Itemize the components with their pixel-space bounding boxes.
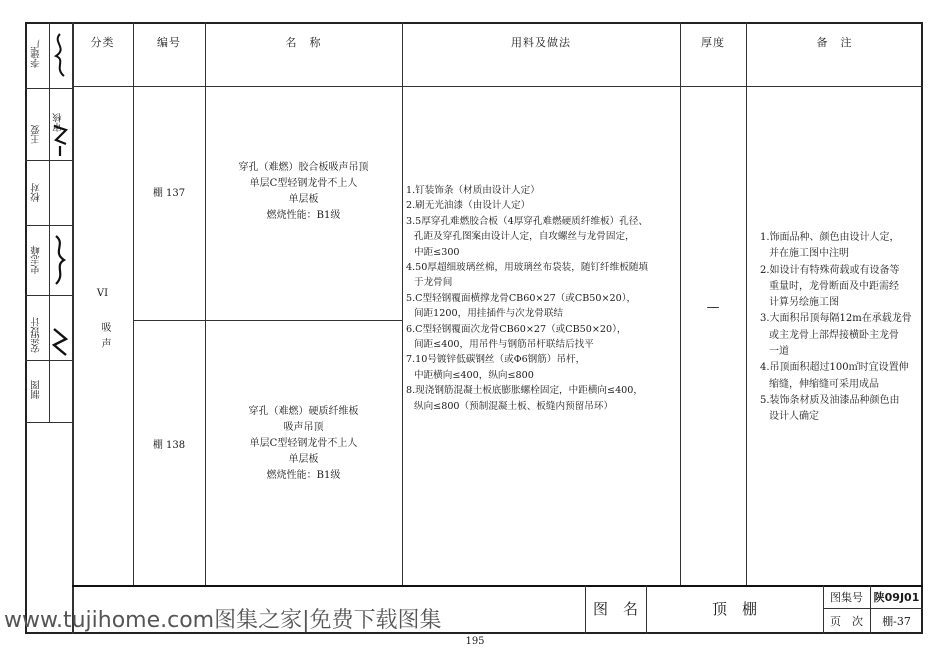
page-code: 棚-37: [882, 615, 911, 628]
page-number: 195: [465, 636, 485, 647]
side-label-drafting: 制图: [31, 380, 42, 400]
method-line: 中距≤300: [414, 246, 460, 258]
signature-1: [50, 30, 70, 80]
side-divider: [25, 88, 72, 89]
side-divider: [25, 360, 72, 361]
header-name: 名 称: [285, 36, 322, 49]
method-line: 2.刷无光油漆（由设计人定）: [406, 200, 531, 212]
col-line: [402, 22, 403, 585]
method-line: 孔距及穿孔图案由设计人定，自攻螺丝与龙骨固定，: [414, 231, 635, 243]
notes-line: 1.饰面品种、颜色由设计人定，: [760, 232, 900, 243]
side-divider: [25, 422, 72, 423]
side-label-design: 设计: [31, 317, 42, 337]
name-line: 单层板: [288, 194, 319, 205]
side-label-reviewer-name: 李建广: [31, 39, 42, 68]
method-line: 中距横向≤400，纵向≤800: [414, 369, 534, 381]
method-line: 间距≤400，用吊件与钢筋吊杆联结后找平: [414, 339, 594, 351]
method-line: 纵向≤800（预制混凝土板、板缝内预留吊环）: [414, 400, 614, 412]
notes-line: 重量时，龙骨断面及中距需经: [769, 280, 899, 292]
thickness-value: —: [706, 300, 720, 315]
method-line: 7.10号镀锌低碳钢丝（或Φ6钢筋）吊杆，: [406, 354, 586, 366]
atlas-label: 图集号: [830, 591, 863, 604]
atlas-number: 陕09J01: [873, 591, 920, 604]
header-notes: 备 注: [816, 36, 853, 49]
method-line: 于龙骨间: [414, 277, 453, 289]
method-line: 1.钉装饰条（材质由设计人定）: [406, 185, 540, 196]
title-block-top-line: [72, 585, 923, 587]
notes-line: 并在施工图中注明: [769, 248, 849, 260]
name-line: 燃烧性能：B1级: [266, 210, 341, 221]
side-label-check: 校对: [31, 183, 42, 202]
side-label-checker-name: 王爱: [31, 125, 42, 145]
method-line: 8.现浇钢筋混凝土板底膨胀螺栓固定，中距横向≤400，: [406, 385, 643, 397]
notes-line: 缩缝，伸缩缝可采用成品: [769, 378, 879, 390]
category-name: 吸声: [99, 322, 110, 354]
method-line: 6.C型轻钢覆面次龙骨CB60×27（或CB50×20），: [406, 323, 627, 335]
notes-line: 3.大面积吊顶每隔12m在承载龙骨: [760, 313, 912, 325]
method-line: 间距1200，用挂插件与次龙骨联结: [414, 308, 564, 320]
signature-2: [50, 120, 70, 160]
header-bottom-line: [72, 86, 923, 87]
notes-text: [760, 230, 920, 426]
name-line: 单层板: [288, 454, 319, 465]
method-line: 3.5厚穿孔难燃胶合板（4厚穿孔难燃硬质纤维板）孔径、: [406, 215, 649, 227]
notes-line: 4.吊顶面积超过100㎡时宜设置伸: [760, 362, 909, 374]
row-1-name: [205, 160, 402, 224]
page-label: 页 次: [830, 615, 863, 628]
title-block-title: 顶 棚: [711, 599, 757, 618]
header-category: 分类: [90, 36, 115, 49]
row-2-code: 棚 138: [152, 440, 186, 451]
name-line: 单层C型轻钢龙骨不上人: [249, 438, 358, 449]
notes-line: 2.如设计有特殊荷载或有设备等: [760, 264, 900, 276]
name-line: 穿孔（难燃）硬质纤维板: [248, 406, 359, 417]
notes-line: 一道: [769, 346, 789, 358]
side-label-designer-name: 史志峰: [31, 245, 42, 275]
row-divider: [133, 320, 402, 321]
header-method: 用料及做法: [511, 36, 571, 49]
notes-line: 设计人确定: [769, 411, 819, 423]
side-divider: [25, 160, 72, 161]
notes-line: 5.装饰条材质及油漆品种颜色由: [760, 394, 900, 406]
method-line: 5.C型轻钢覆面横撑龙骨CB60×27（或CB50×20），: [406, 292, 637, 304]
watermark-text: www.tujihome.com图集之家|免费下载图集: [4, 608, 442, 633]
col-line: [746, 22, 747, 585]
notes-line: 或主龙骨上部焊接横卧主龙骨: [769, 329, 899, 341]
name-line: 穿孔（难燃）胶合板吸声吊顶: [238, 162, 369, 173]
notes-line: 计算另绘施工图: [769, 297, 839, 309]
row-1-code: 棚 137: [152, 188, 186, 199]
side-label-drafter-name: 安浩: [31, 334, 42, 354]
name-line: 单层C型轻钢龙骨不上人: [249, 178, 358, 189]
side-strip-inner-line: [49, 22, 50, 422]
method-line: 4.50厚超细玻璃丝棉，用玻璃丝布袋装，随钉纤维板随填: [406, 262, 649, 274]
col-line: [205, 22, 206, 585]
name-line: 燃烧性能：B1级: [266, 470, 341, 481]
name-line: 吸声吊顶: [283, 422, 324, 433]
header-thickness: 厚度: [701, 36, 725, 49]
side-label-review: 审核: [53, 113, 64, 133]
method-text: [406, 183, 676, 414]
signature-4: [50, 325, 70, 359]
title-block-label: 图 名: [592, 599, 638, 618]
signature-3: [50, 232, 70, 290]
category-number: VI: [96, 288, 109, 299]
side-strip-divider: [72, 22, 74, 634]
side-divider: [25, 295, 72, 296]
col-line: [133, 22, 134, 585]
side-divider: [25, 225, 72, 226]
row-2-name: [205, 404, 402, 484]
header-code: 编号: [157, 36, 181, 49]
